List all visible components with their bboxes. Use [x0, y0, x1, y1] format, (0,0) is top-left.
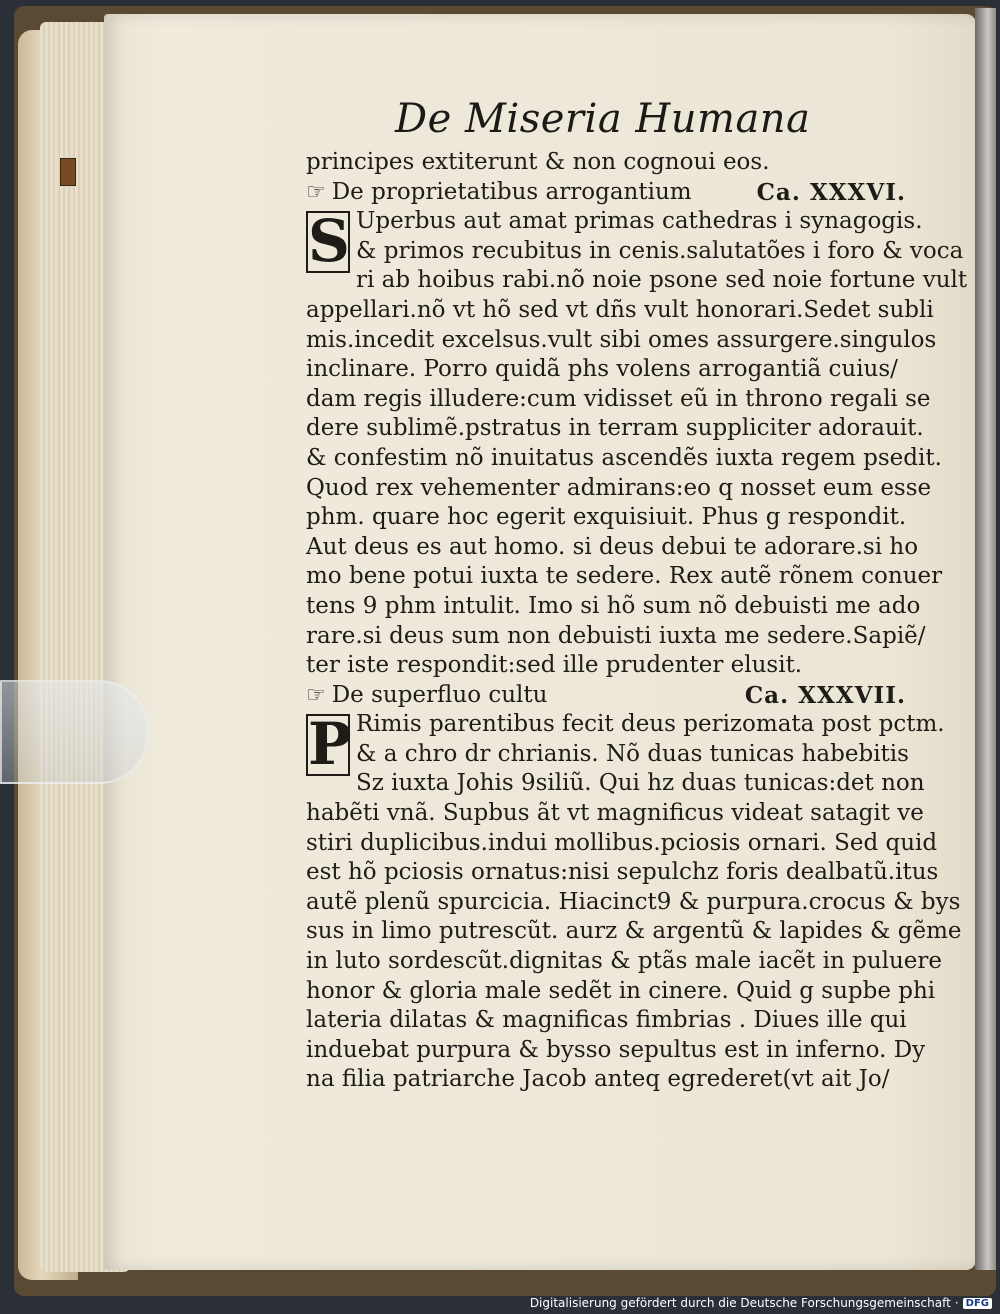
dfg-logo: DFG	[963, 1298, 992, 1309]
text-line: mis.incedit excelsus.vult sibi omes assurgere.singulos	[306, 326, 937, 353]
text-line: Quod rex vehementer admirans:eo q nosset eum esse	[306, 474, 932, 501]
text-line: stiri duplicibus.indui mollibus.pciosis ornari. Sed quid	[306, 829, 938, 856]
chapter-title: De proprietatibus arrogantium	[331, 178, 692, 205]
text-line: & primos recubitus in cenis.salutatões i foro & voca	[356, 237, 964, 264]
text-line: est hõ pciosis ornatus:nisi sepulchz foris dealbatũ.itus	[306, 859, 939, 886]
text-line: habẽti vnã. Supbus ãt vt magnificus videat satagit ve	[306, 800, 924, 827]
bookmark-tab	[60, 158, 76, 186]
attribution-footer	[530, 1296, 992, 1310]
manicule-icon: ☞	[306, 179, 326, 205]
text-line: autẽ plenũ spurcicia. Hiacinct9 & purpura.crocus & bys	[306, 888, 961, 915]
text-line: in luto sordescũt.dignitas & ptãs male iacẽt in puluere	[306, 948, 943, 975]
manicule-icon: ☞	[306, 682, 326, 708]
text-column	[306, 148, 968, 1095]
chapter-text-37	[306, 710, 962, 1095]
text-line: na filia patriarche Jacob anteq egrederet(vt ait Jo/	[306, 1066, 890, 1093]
text-line: Uperbus aut amat primas cathedras i synagogis.	[356, 208, 923, 235]
text-line: Sz iuxta Johis 9siliũ. Qui hz duas tunicas:det non	[356, 770, 925, 797]
chapter-title: De superfluo cultu	[331, 681, 548, 708]
text-line: appellari.nõ vt hõ sed vt dñs vult honorari.Sedet subli	[306, 296, 934, 323]
initial-letter: P	[308, 710, 352, 779]
text-line: principes extiterunt & non cognoui eos.	[306, 149, 770, 175]
text-line: Aut deus es aut homo. si deus debui te adorare.si ho	[306, 533, 919, 560]
text-line: dam regis illudere:cum vidisset eũ in throno regali se	[306, 385, 931, 412]
text-line: rare.si deus sum non debuisti iuxta me sedere.Sapiẽ/	[306, 622, 926, 649]
text-line: honor & gloria male sedẽt in cinere. Quid g supbe phi	[306, 977, 936, 1004]
chapter-number: Ca. XXXVI.	[756, 178, 906, 206]
text-line: sus in limo putrescũt. aurz & argentũ & lapides & gẽme	[306, 918, 962, 945]
text-line: & a chro dr chrianis. Nõ duas tunicas habebitis	[356, 740, 909, 767]
text-line: phm. quare hoc egerit exquisiuit. Phus g respondit.	[306, 504, 907, 531]
text-line: induebat purpura & bysso sepultus est in inferno. Dy	[306, 1036, 926, 1063]
text-line: inclinare. Porro quidã phs volens arrogantiã cuius/	[306, 356, 898, 383]
chapter-number: Ca. XXXVII.	[744, 681, 906, 709]
page-clip	[0, 680, 149, 784]
text-line: lateria dilatas & magnificas fimbrias . Diues ille qui	[306, 1007, 907, 1034]
text-line: tens 9 phm intulit. Imo si hõ sum nõ debuisti me ado	[306, 592, 921, 619]
attribution-text: Digitalisierung gefördert durch die Deutsche Forschungsgemeinschaft	[529, 1296, 951, 1310]
text-line: dere sublimẽ.pstratus in terram suppliciter adorauit.	[306, 415, 924, 442]
initial-letter: S	[308, 207, 350, 276]
chapter-text-36	[306, 207, 968, 681]
footer-separator: ·	[954, 1296, 959, 1310]
chapter-heading-36	[306, 178, 906, 208]
facing-page-edge	[975, 8, 996, 1270]
chapter-heading-37	[306, 681, 906, 711]
text-line: ter iste respondit:sed ille prudenter elusit.	[306, 652, 803, 679]
text-line: Rimis parentibus fecit deus perizomata post pctm.	[356, 711, 945, 738]
running-title: De Miseria Humana	[395, 96, 811, 142]
text-line: mo bene potui iuxta te sedere. Rex autẽ rõnem conuer	[306, 563, 943, 590]
text-line: ri ab hoibus rabi.nõ noie psone sed noie fortune vult	[356, 267, 968, 294]
text-line: & confestim nõ inuitatus ascendẽs iuxta regem psedit.	[306, 444, 942, 471]
